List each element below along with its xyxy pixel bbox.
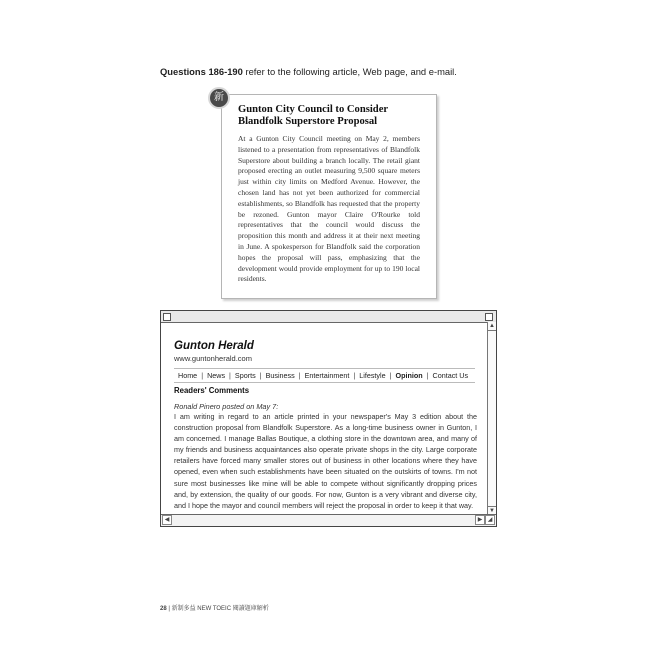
site-name: Gunton Herald [174, 340, 254, 352]
resize-corner-icon[interactable]: ◢ [485, 515, 495, 525]
footer-label: 新制多益 NEW TOEIC 閱讀題庫解析 [171, 606, 269, 612]
nav-separator: | [229, 371, 231, 380]
questions-intro [160, 66, 457, 77]
nav-lifestyle[interactable]: Lifestyle [359, 371, 386, 380]
comment-poster: Ronald Pinero posted on May 7: [174, 402, 279, 411]
nav-separator: | [353, 371, 356, 380]
scroll-left-arrow-icon[interactable]: ◀ [162, 515, 172, 525]
nav-separator: | [389, 371, 392, 380]
nav-separator: | [259, 371, 262, 380]
nav-separator: | [298, 371, 301, 380]
new-badge-icon: 新 [208, 87, 230, 109]
window-titlebar [161, 311, 496, 323]
scroll-down-arrow-icon[interactable]: ▼ [489, 508, 495, 514]
nav-sports[interactable]: Sports [234, 371, 256, 380]
article-body: At a Gunton City Council meeting on May 2, members listened to a presentation from representatives of Blandfolk Superstore about building a branch locally. The retail giant proposed erecting an outlet measuring 9,500 square meters just within city limits on Medford Avenue. However, the chosen land has not yet been authorized for commercial establishments, so Blandfolk has requested that the property be rezoned. Gunton mayor Claire O'Rourke told representatives that the council would discuss the proposition this month and address it at their next meeting in June. A spokesperson for Blandfolk said the corporation hopes the proposal will pass, emphasizing that the development would provide employment for up to 190 local residents. [238, 134, 420, 284]
nav-separator: | [201, 371, 204, 380]
nav-business[interactable]: Business [265, 371, 295, 380]
page-number: 28 [160, 606, 167, 612]
article-title: Gunton City Council to Consider Blandfolk Superstore Proposal [238, 104, 388, 127]
section-heading: Readers' Comments [174, 386, 250, 395]
web-page-window [160, 310, 497, 527]
site-url: www.guntonherald.com [174, 354, 252, 363]
scroll-up-arrow-icon[interactable]: ▲ [489, 323, 495, 329]
comment-body: I am writing in regard to an article printed in your newspaper's May 3 edition about the construction proposal from Blandfolk Superstore. As a long-time business owner in Gunton, I am concerned. I manage Ballas Boutique, a clothing store in the downtown area, and many of my friends and business acquaintances also operate private shops in the city. Large corporate retailers have forced many smaller stores out of business in other locations where they have opened, even when such establishments have been situated on the outskirts of towns. I'm not sure most businesses like mine will be able to compete without significantly dropping prices and, by extension, the quality of our goods. For now, Gunton is a very vibrant and diverse city, and I hope the mayor and council members will reject the proposal in order to keep it that way. [174, 412, 477, 510]
nav-home[interactable]: Home [178, 371, 198, 380]
window-maximize-icon[interactable] [485, 313, 493, 321]
window-left-box-icon[interactable] [163, 313, 171, 321]
nav-entertainment[interactable]: Entertainment [304, 371, 350, 380]
site-nav [174, 368, 475, 383]
page-footer: 28 | 新制多益 NEW TOEIC 閱讀題庫解析 [160, 606, 269, 612]
nav-news[interactable]: News [207, 371, 226, 380]
scroll-right-arrow-icon[interactable]: ▶ [475, 515, 485, 525]
nav-contact-us[interactable]: Contact Us [432, 371, 469, 380]
nav-opinion[interactable]: Opinion [395, 371, 423, 380]
article-box [221, 94, 437, 299]
vertical-scrollbar[interactable] [487, 322, 496, 515]
nav-separator: | [426, 371, 429, 380]
questions-intro-text: refer to the following article, Web page, and e-mail. [242, 66, 457, 77]
horizontal-scrollbar[interactable] [161, 514, 496, 526]
questions-range: Questions 186-190 [160, 66, 243, 77]
